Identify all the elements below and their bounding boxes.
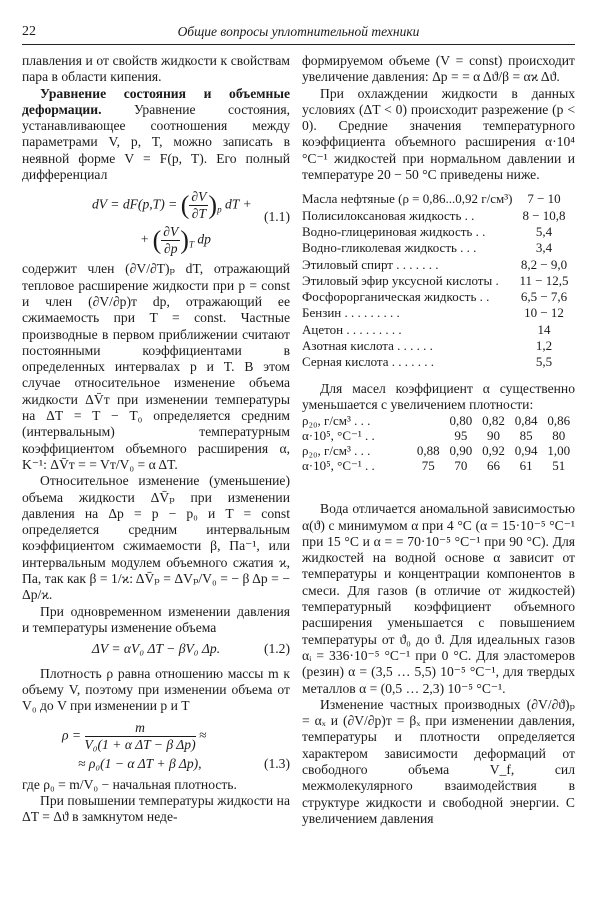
paragraph: Вода отличается аномальной зависимостью α(ϑ) с минимумом α при 4 °C (α = 15·10⁻⁵ °C⁻¹ при 15 °C и α = = 70·10⁻⁵ °C⁻¹ при 90 °C). Для жидкостей на водной основе α зависит от температуры и концентрации компонентов в смеси. Для газов (в отличие от жидкостей) температурный коэффициент объемного расширения уменьшается с повышением температуры от ϑ₀ до ϑ. Для идеальных газов αᵢ = 336·10⁻⁵ °C⁻¹ при 0 °C. Для эластомеров (резин) α = (3,5 … 5,5) 10⁻⁵ °C⁻¹, для твердых металлов α = (0,5 … 2,3) 10⁻⁵ °C⁻¹. <box>302 501 575 696</box>
right-column <box>302 53 575 827</box>
table-row <box>302 257 575 273</box>
paragraph-text: Уравнение состояния, устанавливающее соотношения между параметрами V, p, T, можно записать в неявной форме V = F(p, T). Его полный дифференциал <box>22 101 290 183</box>
left-column <box>22 53 290 826</box>
cell-value: 0,88 <box>416 443 440 459</box>
table-row <box>302 338 575 354</box>
paragraph: формируемом объеме (V = const) происходит увеличение давления: Δp = = α Δϑ/β = αϰ Δϑ. <box>302 53 575 85</box>
cell-value: 75 <box>421 458 435 474</box>
table-row <box>302 428 575 443</box>
liquid-value: 8,2 − 9,0 <box>520 256 568 272</box>
row-label: ρ₂₀, г/см³ . . . <box>302 443 371 459</box>
cell-value <box>412 413 445 428</box>
cell-value: 70 <box>454 458 468 474</box>
table-row <box>302 273 575 289</box>
fraction: $\frac{\partial V}{\partial p}$ <box>163 224 179 257</box>
cell-value: 0,82 <box>482 413 505 429</box>
table-row <box>302 240 575 256</box>
liquid-name: Серная кислота . . . . . . . <box>302 354 435 370</box>
equation-number: (1.1) <box>263 209 290 225</box>
paragraph: Изменение частных производных (∂V/∂ϑ)ₚ = αₓ и (∂V/∂p)ᴛ = βₓ при изменении давления, температуры и плотности определяется характером зависимости деформаций от свободного объема V_f, сил межмолекулярного взаимодействия в структуре жидкости и свободной энергии. С увеличением давления <box>302 696 575 826</box>
section-heading: Уравнение состояния и объемные деформации. <box>22 85 290 117</box>
liquid-expansion-table <box>302 191 575 370</box>
paragraph: Для масел коэффициент α существенно уменьшается с увеличением плотности: <box>302 380 575 412</box>
row-label: ρ₂₀, г/см³ . . . <box>302 413 371 429</box>
page-header <box>22 22 575 45</box>
cell-value: 51 <box>552 458 566 474</box>
liquid-name: Этиловый эфир уксусной кислоты . <box>302 272 499 288</box>
cell-value: 61 <box>519 458 533 474</box>
liquid-value: 6,5 − 7,6 <box>520 289 568 305</box>
table-row <box>302 413 575 428</box>
cell-value: 95 <box>454 428 468 444</box>
fraction: $\frac{m}{\text{V₀(1 + α ΔT − β Δp)}}$ <box>84 720 196 753</box>
cell-value: 0,80 <box>449 413 473 429</box>
cell-value: 0,92 <box>482 443 505 459</box>
fraction: $\frac{\partial V}{\partial T}$ <box>191 189 207 222</box>
liquid-value: 3,4 <box>535 240 553 256</box>
row-label: α·10⁵, °C⁻¹ . . <box>302 458 375 474</box>
row-label: α·10⁵, °C⁻¹ . . <box>302 428 375 444</box>
liquid-name: Водно-гликолевая жидкость . . . <box>302 240 477 256</box>
paragraph: При одновременном изменении давления и температуры изменение объема <box>22 603 290 635</box>
paragraph: плавления и от свойств жидкости к свойствам пара в области кипения. <box>22 53 290 85</box>
equation-1-2 <box>22 641 290 657</box>
cell-value: 0,90 <box>449 443 473 459</box>
equation-text: dV = dF(p,T) = <box>92 197 181 212</box>
cell-value: 90 <box>486 428 500 444</box>
liquid-name: Азотная кислота . . . . . . <box>302 338 433 354</box>
liquid-name: Масла нефтяные (ρ = 0,86...0,92 г/см³) <box>302 191 513 207</box>
liquid-value: 14 <box>537 321 551 337</box>
liquid-value: 7 − 10 <box>527 191 561 207</box>
paragraph: При повышении температуры жидкости на ΔT = Δϑ в замкнутом неде- <box>22 792 290 825</box>
equation-1-3: ρ = $\frac{m}{\text{V₀(1 + α ΔT − β Δp)}}$ ≈ ≈ ρ₀(1 − α ΔT + β Δp), (1.3) <box>62 720 290 772</box>
cell-value: 80 <box>552 428 566 444</box>
cell-value: 0,84 <box>514 413 538 429</box>
liquid-name: Водно-глицериновая жидкость . . <box>302 223 486 239</box>
cell-value: 66 <box>486 458 500 474</box>
cell-value <box>412 428 445 443</box>
cell-value: 85 <box>519 428 533 444</box>
table-row <box>302 322 575 338</box>
equation-number: (1.3) <box>263 756 290 772</box>
paragraph: Плотность ρ равна отношению массы m к объему V, поэтому при изменении объема от V₀ до V при изменении p и T <box>22 665 290 714</box>
liquid-value: 5,5 <box>535 354 553 370</box>
liquid-name: Этиловый спирт . . . . . . . <box>302 256 439 272</box>
liquid-value: 11 − 12,5 <box>519 272 569 288</box>
paragraph: Относительное изменение (уменьшение) объема жидкости ΔV̄ₚ при изменении давления на Δp = p − p₀ и T = const определяется средним интервальным коэффициентом сжимаемости β, Па⁻¹, или интервальным модулем объемного сжатия ϰ, Па, так как β = 1/ϰ: ΔV̄ₚ = ΔVₚ/V₀ = − β Δp = − Δp/ϰ. <box>22 473 290 603</box>
page-number: 22 <box>22 24 36 39</box>
table-row <box>302 305 575 321</box>
cell-value: 0,86 <box>547 413 571 429</box>
table-row <box>302 224 575 240</box>
paragraph: где ρ₀ = m/V₀ − начальная плотность. <box>22 776 237 792</box>
cell-value: 1,00 <box>547 443 571 459</box>
table-row <box>302 354 575 370</box>
liquid-name: Полисилоксановая жидкость . . <box>302 207 475 223</box>
liquid-name: Ацетон . . . . . . . . . <box>302 321 402 337</box>
oil-density-table <box>302 413 575 473</box>
liquid-value: 8 − 10,8 <box>522 207 566 223</box>
table-row <box>302 443 575 458</box>
table-row <box>302 191 575 207</box>
liquid-name: Фосфорорганическая жидкость . . <box>302 289 490 305</box>
table-row <box>302 289 575 305</box>
liquid-name: Бензин . . . . . . . . . <box>302 305 400 321</box>
liquid-value: 10 − 12 <box>524 305 564 321</box>
equation-text: ΔV = αV₀ ΔT − βV₀ Δp. <box>91 641 221 657</box>
equation-number: (1.2) <box>263 641 290 657</box>
paragraph: содержит член (∂V/∂T)ₚ dT, отражающий тепловое расширение жидкости при p = const и член (∂V/∂p)ᴛ dp, отражающий ее сжимаемость при T = const. Частные производные в первом приближении считают постоянными коэффициентами в определенных интервалах p и T. В этом случае относительное изменение объема жидкости ΔV̄ᴛ при изменении температуры на ΔT = T − T₀ определяется средним (интервальным) температурным коэффициентом объемного расширения α, K⁻¹: ΔV̄ᴛ = = Vᴛ/V₀ = α ΔT. <box>22 261 290 472</box>
table-row <box>302 208 575 224</box>
equation-1-1: (1.1) dV = dF(p,T) = ( $\frac{\partial V}{\partial T}$ )$_p$ dT + + ( $\frac{\partial V}{\partial p}$ )$_T$ dp <box>92 189 290 257</box>
paragraph-state-equation <box>22 86 290 184</box>
liquid-value: 1,2 <box>535 338 553 354</box>
liquid-value: 5,4 <box>535 223 553 239</box>
cell-value: 0,94 <box>514 443 538 459</box>
paragraph: При охлаждении жидкости в данных условиях (ΔT < 0) происходит разрежение (p < 0). Средние значения температурного коэффициента объемного расширения α·10⁴ °C⁻¹ жидкостей при нормальном давлении и температуре 20 − 50 °C приведены ниже. <box>302 85 575 183</box>
running-title: Общие вопросы уплотнительной техники <box>177 24 420 39</box>
table-row <box>302 458 575 473</box>
